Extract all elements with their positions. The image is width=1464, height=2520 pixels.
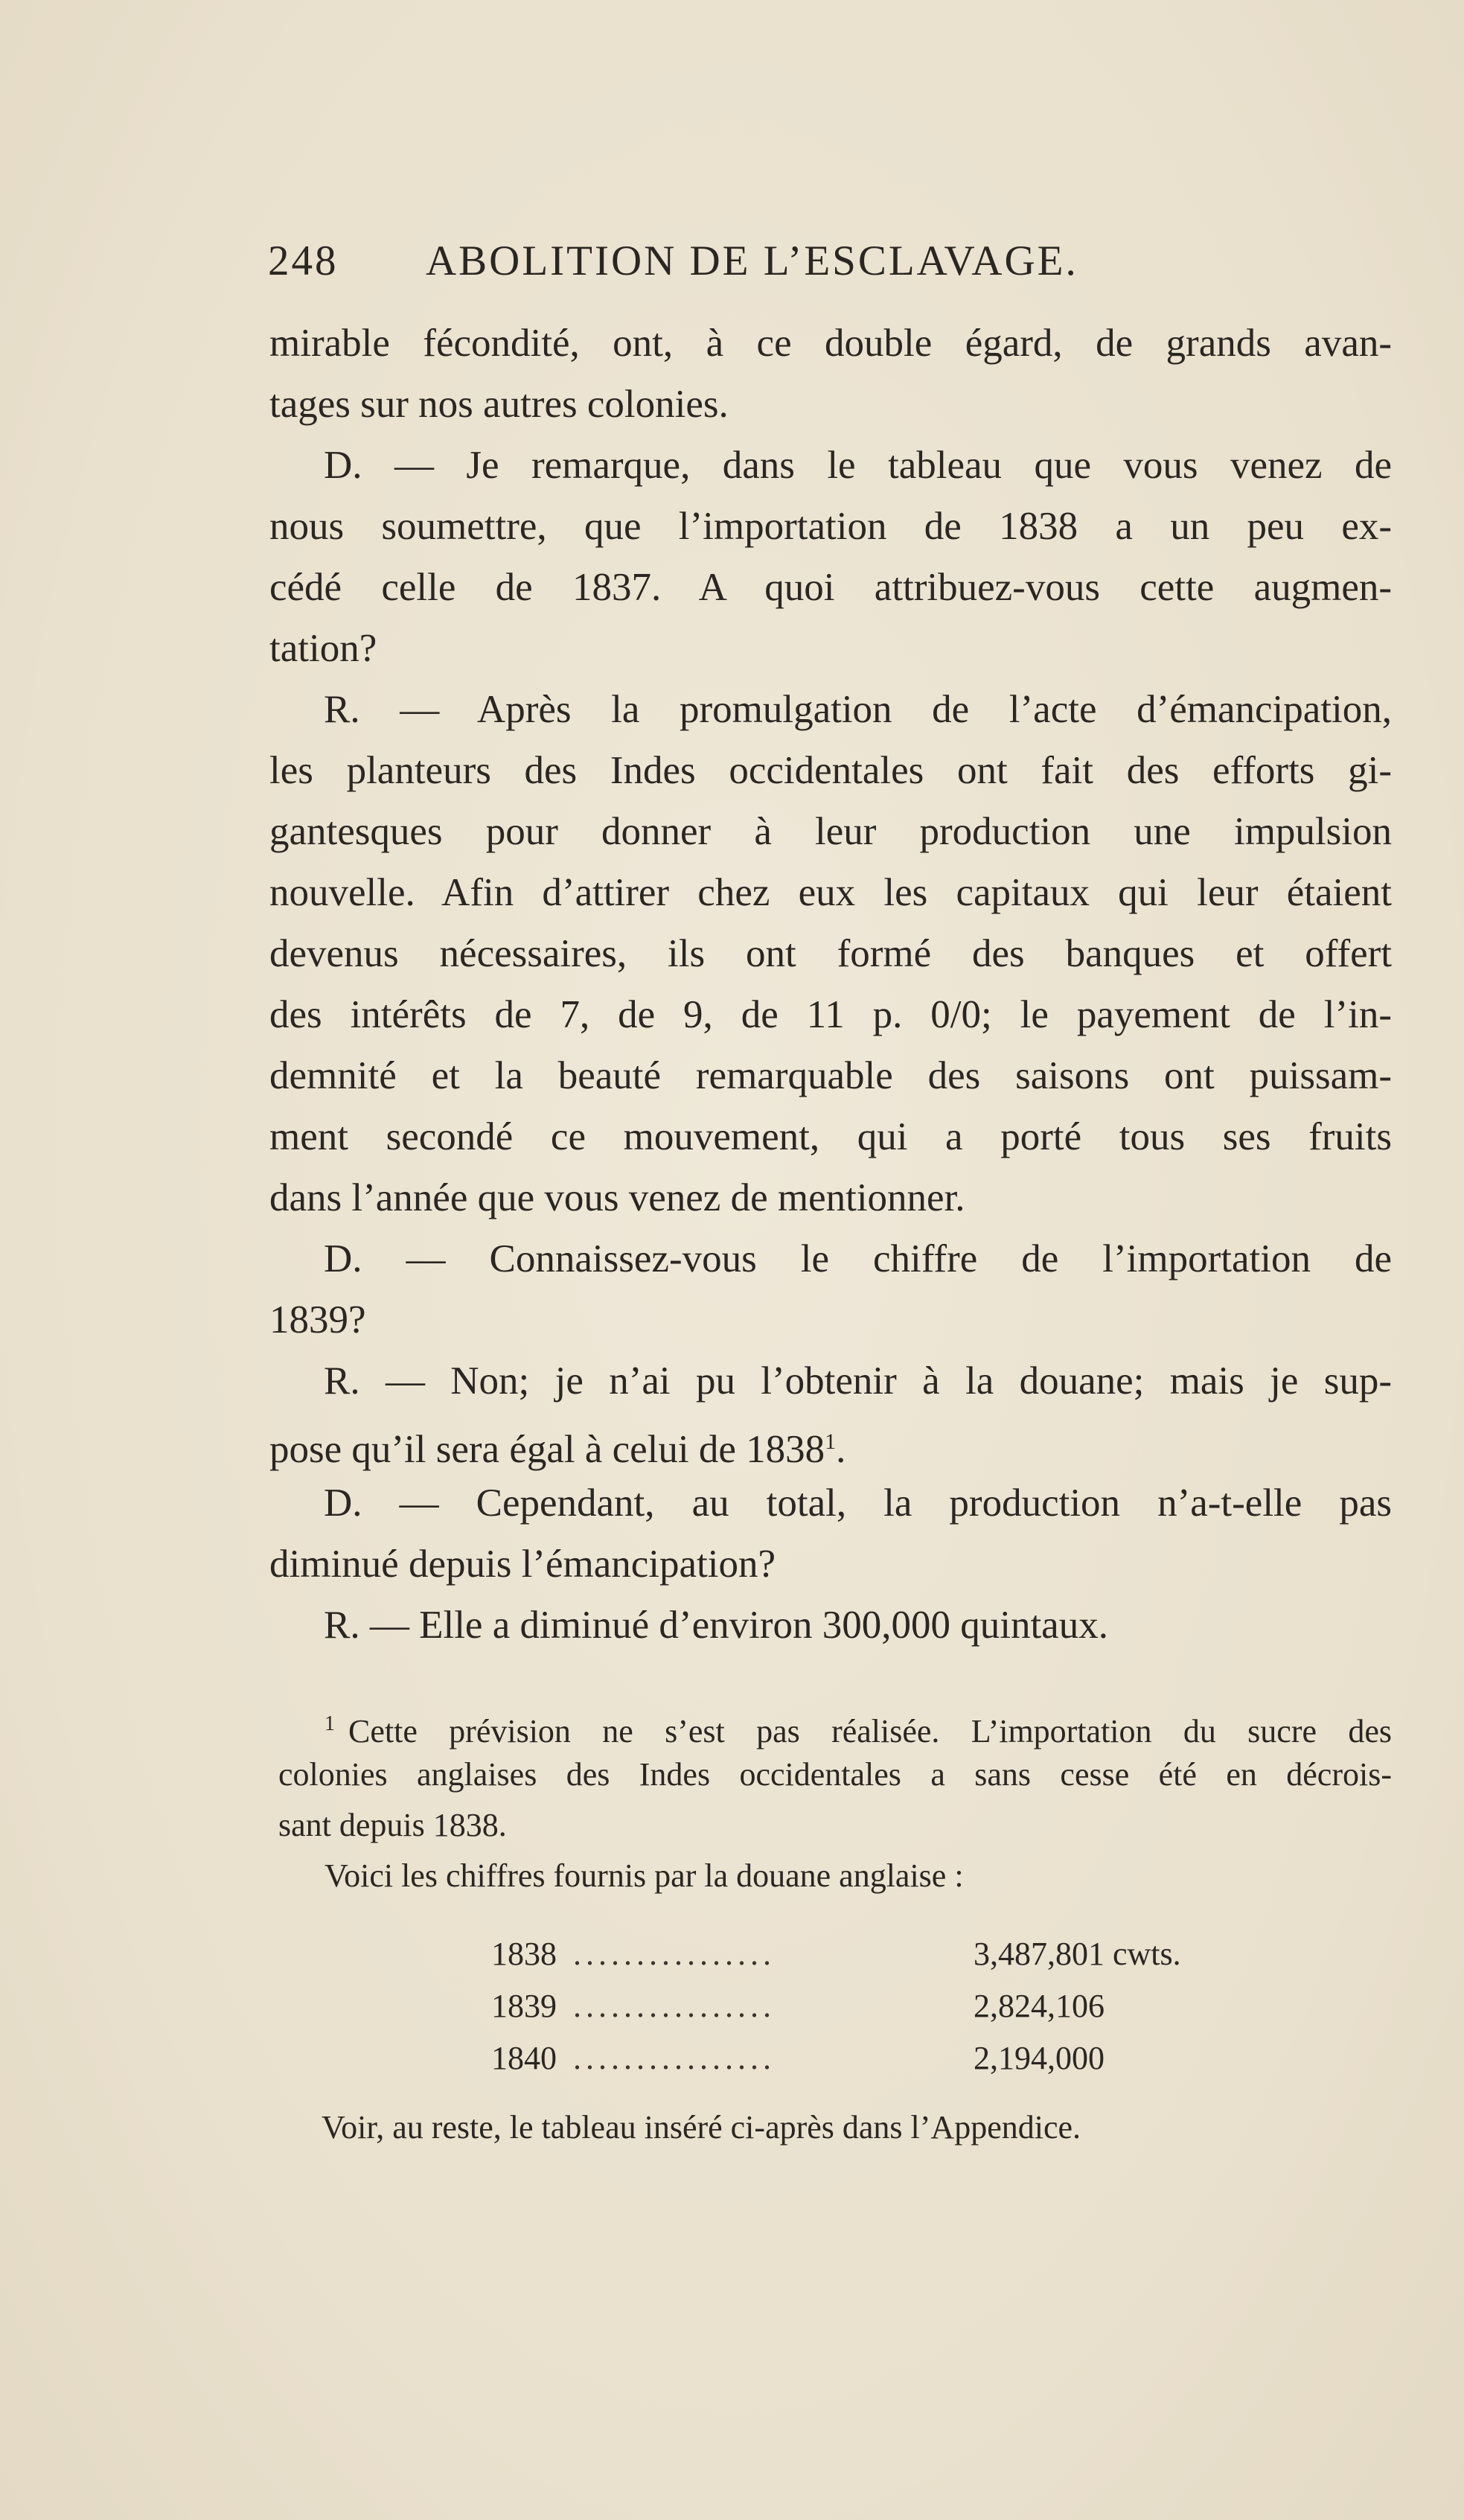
footnote-marker: 1 — [325, 1712, 335, 1735]
table-row — [491, 1980, 1236, 2032]
body-line: ment secondé ce mouvement, qui a porté tous ses fruits — [269, 1115, 1392, 1158]
row-amount: 2,824,106 — [974, 1988, 1105, 2024]
row-amount: 3,487,801 cwts. — [974, 1936, 1181, 1972]
row-year: 1838 — [491, 1936, 557, 1972]
page-number: 248 — [268, 237, 339, 284]
footnote — [278, 1699, 1392, 1901]
body-line: 1839? — [269, 1298, 366, 1342]
table-row — [491, 1928, 1236, 1980]
body-line: mirable fécondité, ont, à ce double égard, de grands avan- — [269, 322, 1392, 365]
footnote-line: sant depuis 1838. — [278, 1807, 507, 1843]
body-line: R. — Elle a diminué d’environ 300,000 quintaux. — [324, 1604, 1108, 1647]
row-amount: 2,194,000 — [974, 2040, 1105, 2076]
body-line: R. — Après la promulgation de l’acte d’émancipation, — [324, 688, 1392, 731]
body-line: les planteurs des Indes occidentales ont fait des efforts gi- — [269, 749, 1392, 792]
footnote-intro: Voici les chiffres fournis par la douane anglaise : — [325, 1857, 964, 1894]
row-year: 1839 — [491, 1988, 557, 2024]
leader-dots: ................ — [573, 1988, 776, 2024]
body-line: D. — Cependant, au total, la production n’a-t-elle pas — [324, 1481, 1392, 1525]
footnote-closing: Voir, au reste, le tableau inséré ci-après dans l’Appendice. — [322, 2109, 1081, 2146]
row-year: 1840 — [491, 2040, 557, 2076]
running-title: ABOLITION DE L’ESCLAVAGE. — [426, 237, 1078, 284]
leader-dots: ................ — [573, 2040, 776, 2076]
footnote-line: colonies anglaises des Indes occidentales a sans cesse été en décrois- — [278, 1756, 1392, 1793]
body-line: dans l’année que vous venez de mentionner. — [269, 1176, 965, 1219]
body-line: tation? — [269, 627, 377, 670]
body-line: des intérêts de 7, de 9, de 11 p. 0/0; le payement de l’in- — [269, 993, 1392, 1036]
body-text — [269, 313, 1392, 1656]
body-line: D. — Connaissez-vous le chiffre de l’importation de — [324, 1237, 1392, 1280]
body-line: pose qu’il sera égal à celui de 1838$^1$. — [269, 1428, 846, 1471]
footnote-reference: 1 — [825, 1429, 837, 1454]
body-line: devenus nécessaires, ils ont formé des banques et offert — [269, 932, 1392, 975]
body-line: cédé celle de 1837. A quoi attribuez-vous cette augmen- — [269, 566, 1392, 609]
body-line: D. — Je remarque, dans le tableau que vous venez de — [324, 444, 1392, 487]
leader-dots: ................ — [573, 1936, 776, 1972]
import-figures-table — [491, 1928, 1236, 2084]
body-line: diminué depuis l’émancipation? — [269, 1543, 776, 1586]
body-line: demnité et la beauté remarquable des saisons ont puissam- — [269, 1054, 1392, 1097]
body-line-text: pose qu’il sera égal à celui de 1838 — [269, 1428, 825, 1471]
footnote-line — [278, 1699, 1392, 1749]
body-line: nouvelle. Afin d’attirer chez eux les capitaux qui leur étaient — [269, 871, 1392, 914]
body-line: R. — Non; je n’ai pu l’obtenir à la douane; mais je sup- — [324, 1359, 1392, 1403]
running-head — [268, 237, 1236, 296]
footnote-line-text: Cette prévision ne s’est pas réalisée. L’importation du sucre des — [348, 1713, 1392, 1749]
body-line: tages sur nos autres colonies. — [269, 383, 729, 426]
body-line: nous soumettre, que l’importation de 1838 a un peu ex- — [269, 505, 1392, 548]
table-row — [491, 2032, 1236, 2084]
body-line: gantesques pour donner à leur production une impulsion — [269, 810, 1392, 853]
